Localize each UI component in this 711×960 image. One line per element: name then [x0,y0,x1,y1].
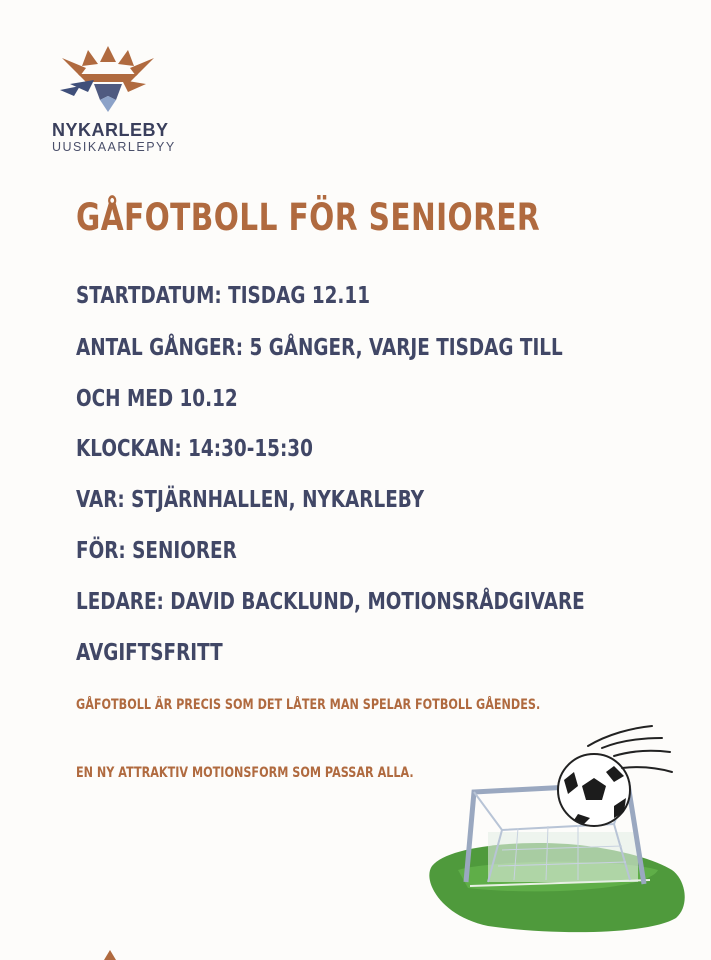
detail-count-continued: OCH MED 10.12 [76,386,238,412]
detail-location: VAR: STJÄRNHALLEN, NYKARLEBY [76,487,425,513]
logo-name: NYKARLEBY [52,120,169,140]
logo-subname: UUSIKAARLEPYY [52,140,176,154]
corner-triangle-icon [104,950,116,960]
detail-fee: AVGIFTSFRITT [76,640,223,666]
detail-leader: LEDARE: DAVID BACKLUND, MOTIONSRÅDGIVARE [76,589,585,615]
detail-count: ANTAL GÅNGER: 5 GÅNGER, VARJE TISDAG TILL [76,335,563,361]
star-crown-logo-icon [58,44,158,114]
description-note-2: EN NY ATTRAKTIV MOTIONSFORM SOM PASSAR ALLA. [76,765,414,781]
description-note-1: GÅFOTBOLL ÄR PRECIS SOM DET LÅTER MAN SPELAR FOTBOLL GÅENDES. [76,697,541,713]
soccer-goal-illustration-icon [418,720,688,940]
detail-audience: FÖR: SENIORER [76,538,237,564]
nykarleby-logo [52,44,182,154]
detail-time: KLOCKAN: 14:30-15:30 [76,436,313,462]
page-title: GÅFOTBOLL FÖR SENIORER [76,196,541,239]
detail-start-date: STARTDATUM: TISDAG 12.11 [76,283,371,309]
